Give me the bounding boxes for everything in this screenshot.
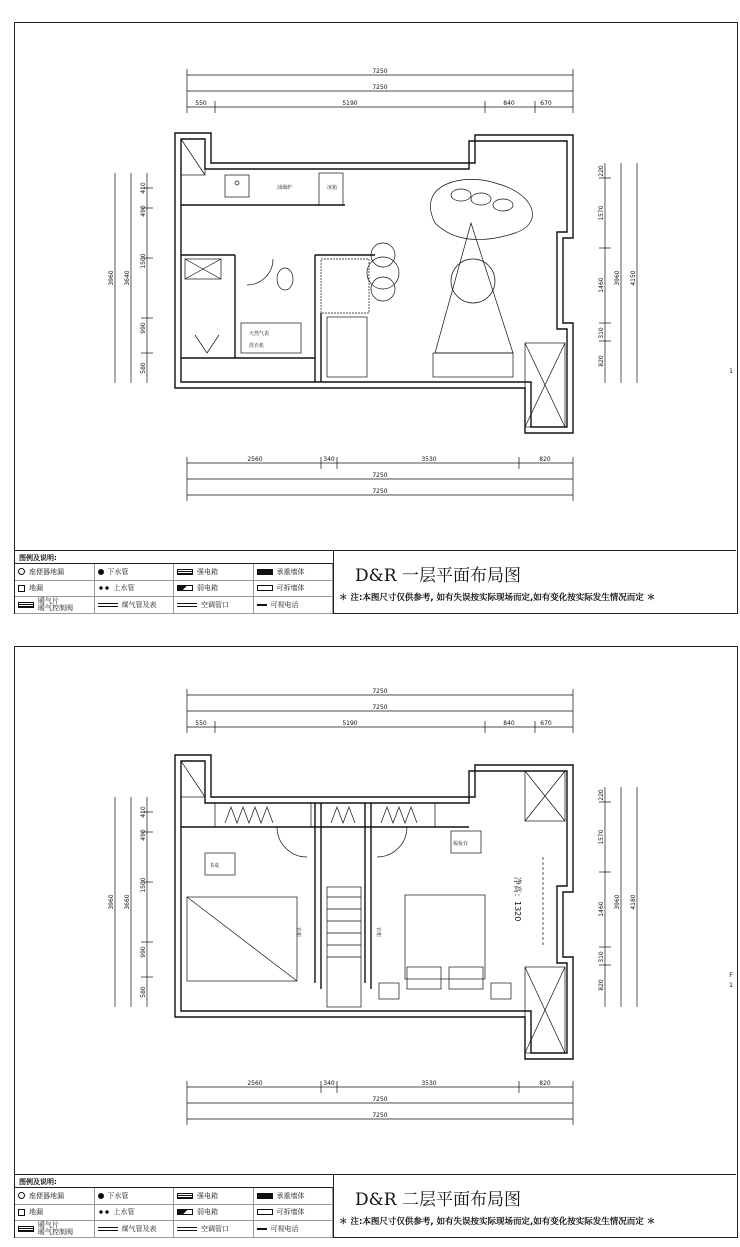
floor-plan-sheet-2 <box>14 646 738 1238</box>
legend-item <box>254 1221 334 1238</box>
legend-label: 地漏 <box>29 584 43 593</box>
floor-drain-icon <box>18 585 25 592</box>
right-dim-seg-2: 1570 <box>598 205 605 221</box>
strong-box-icon <box>177 1193 193 1199</box>
right-dim-seg-1: 220 <box>598 165 605 177</box>
title-block-2 <box>333 1174 736 1237</box>
legend-label: 承重墙体 <box>276 1191 305 1200</box>
bottom-dim-seg-1: 2560 <box>247 456 263 463</box>
kitchen-fixtures <box>181 139 369 377</box>
right-dim-inner: 3960 <box>614 894 621 910</box>
living-area <box>367 179 565 427</box>
top-dim-total-a: 7250 <box>372 68 388 75</box>
weak-box-icon <box>177 1209 193 1215</box>
radiator-icon <box>18 602 34 608</box>
up-pipe-icon <box>98 1209 110 1215</box>
bearing-wall-icon <box>257 569 273 575</box>
top-dimension-lines <box>187 69 573 113</box>
left-dim-seg-4: 990 <box>140 946 147 958</box>
legend-item <box>95 1205 175 1222</box>
left-dim-seg-1: 410 <box>140 182 147 194</box>
right-dim-outer: 4180 <box>630 894 637 910</box>
legend-grid <box>15 1187 333 1238</box>
legend-label: 暖气片 暖气控制阀 <box>38 1221 73 1237</box>
right-dim-seg-5: 820 <box>598 355 605 367</box>
legend-item <box>95 1221 175 1238</box>
legend-label: 可拆墙体 <box>276 1208 305 1217</box>
legend-label: 下水管 <box>107 1191 129 1200</box>
legend-item <box>254 581 334 598</box>
legend-label: 弱电箱 <box>197 1208 218 1217</box>
left-dim-seg-2: 490 <box>140 205 147 217</box>
ac-pipe-icon <box>177 1227 197 1231</box>
bottom-dim-total-b: 7250 <box>372 488 388 495</box>
right-dim-outer: 4150 <box>630 270 637 286</box>
left-dim-inner: 3640 <box>124 270 131 286</box>
right-dim-inner: 3960 <box>614 270 621 286</box>
left-dim-seg-3: 1500 <box>140 877 147 893</box>
legend-item <box>174 581 254 598</box>
ac-pipe-icon <box>177 603 197 607</box>
legend-item <box>15 564 95 581</box>
legend-item <box>174 1205 254 1222</box>
legend-item <box>95 597 175 614</box>
legend-item <box>15 1205 95 1222</box>
left-dim-outer: 3960 <box>108 270 115 286</box>
legend-item <box>254 564 334 581</box>
left-dimension-lines <box>115 797 153 1007</box>
legend-item <box>15 1188 95 1205</box>
bedroom-fixtures <box>181 761 565 1053</box>
right-dim-seg-3: 1460 <box>598 901 605 917</box>
left-dim-outer: 3960 <box>108 894 115 910</box>
label-wash: 洗衣机 <box>249 343 265 349</box>
walls-floor-1 <box>175 133 573 433</box>
label-height-note: 净高：1320 <box>513 877 522 922</box>
bottom-dim-seg-4: 820 <box>539 456 551 463</box>
side-mark-1: 1 <box>729 368 733 375</box>
label-gas: 天然气表 <box>249 331 270 337</box>
legend-label: 上水管 <box>113 584 135 593</box>
legend-label: 弱电箱 <box>197 584 218 593</box>
bottom-dim-seg-2: 340 <box>323 1080 335 1087</box>
legend-label: 暖气片 暖气控制阀 <box>38 597 73 613</box>
top-dim-seg-4: 670 <box>540 100 552 107</box>
legend-label: 承重墙体 <box>276 567 305 576</box>
right-dim-seg-4: 310 <box>598 327 605 339</box>
tv-phone-icon <box>257 604 267 606</box>
top-dim-seg-1: 550 <box>195 720 207 727</box>
top-dim-total-b: 7250 <box>372 84 388 91</box>
bottom-dim-seg-3: 3530 <box>421 1080 437 1087</box>
legend-panel <box>15 550 334 613</box>
legend-item <box>254 597 334 614</box>
side-mark-2a: F <box>729 972 733 979</box>
legend-label: 空调管口 <box>201 601 229 610</box>
legend-label: 上水管 <box>113 1208 135 1217</box>
legend-item <box>254 1188 334 1205</box>
top-dimension-lines <box>187 689 573 733</box>
label-wardrobe-a: 衣柜 <box>295 927 301 938</box>
left-dim-inner: 3660 <box>124 894 131 910</box>
floor-drain-icon <box>18 1209 25 1216</box>
left-dimension-lines <box>115 173 153 383</box>
legend-item <box>15 597 95 614</box>
legend-label: 可视电话 <box>270 601 299 610</box>
legend-item <box>174 1221 254 1238</box>
legend-title: 图例及说明: <box>19 1178 57 1186</box>
legend-label: 座便器地漏 <box>29 1191 64 1200</box>
bottom-dim-seg-4: 820 <box>539 1080 551 1087</box>
floor-plan-drawing-2 <box>15 647 737 1237</box>
right-dim-seg-2: 1570 <box>598 829 605 845</box>
right-dim-seg-1: 220 <box>598 789 605 801</box>
legend-item <box>95 1188 175 1205</box>
bottom-dim-total-a: 7250 <box>372 1096 388 1103</box>
top-dim-seg-1: 550 <box>195 100 207 107</box>
plan-title-2: D&R 二层平面布局图 <box>355 1190 521 1210</box>
legend-item <box>95 564 175 581</box>
legend-label: 下水管 <box>107 567 129 576</box>
gas-pipe-icon <box>98 603 118 607</box>
top-dim-total-b: 7250 <box>372 704 388 711</box>
bottom-dim-seg-1: 2560 <box>247 1080 263 1087</box>
legend-item <box>174 597 254 614</box>
legend-label: 煤气管及表 <box>121 1225 157 1234</box>
label-fridge: 冰箱 <box>327 185 338 191</box>
right-dim-seg-5: 820 <box>598 979 605 991</box>
left-dim-seg-5: 580 <box>140 362 147 374</box>
removable-wall-icon <box>257 585 273 591</box>
plan-note-1: ＊ 注:本图尺寸仅供参考, 如有失误按实际现场而定,如有变化按实际发生情况而定 ＊ <box>339 593 656 603</box>
title-block-1 <box>333 550 736 613</box>
legend-label: 可视电话 <box>270 1225 299 1234</box>
bottom-dim-seg-2: 340 <box>323 456 335 463</box>
bottom-dim-total-a: 7250 <box>372 472 388 479</box>
toilet-drain-icon <box>18 1192 25 1199</box>
legend-item <box>174 564 254 581</box>
down-pipe-icon <box>98 1193 104 1199</box>
weak-box-icon <box>177 585 193 591</box>
legend-label: 可拆墙体 <box>276 584 305 593</box>
legend-label: 强电箱 <box>197 567 218 576</box>
up-pipe-icon <box>98 585 110 591</box>
bottom-dim-seg-3: 3530 <box>421 456 437 463</box>
floor-plan-sheet-1 <box>14 22 738 614</box>
legend-item <box>15 581 95 598</box>
legend-grid <box>15 563 333 614</box>
side-mark-2b: 1 <box>729 982 733 989</box>
top-dim-total-a: 7250 <box>372 688 388 695</box>
legend-title: 图例及说明: <box>19 554 57 562</box>
legend-label: 强电箱 <box>197 1191 218 1200</box>
removable-wall-icon <box>257 1209 273 1215</box>
top-dim-seg-2: 5190 <box>342 720 358 727</box>
right-dim-seg-3: 1460 <box>598 277 605 293</box>
label-hood: 油烟炉 <box>277 185 293 191</box>
gas-pipe-icon <box>98 1227 118 1231</box>
radiator-icon <box>18 1226 34 1232</box>
left-dim-seg-2: 490 <box>140 829 147 841</box>
legend-panel <box>15 1174 334 1237</box>
left-dim-seg-4: 990 <box>140 322 147 334</box>
tv-phone-icon <box>257 1228 267 1230</box>
label-dresser: 梳妆台 <box>453 841 469 847</box>
legend-label: 煤气管及表 <box>121 601 157 610</box>
left-dim-seg-5: 580 <box>140 986 147 998</box>
right-dim-seg-4: 310 <box>598 951 605 963</box>
top-dim-seg-3: 840 <box>503 720 515 727</box>
left-dim-seg-3: 1500 <box>140 253 147 269</box>
legend-label: 空调管口 <box>201 1225 229 1234</box>
label-wardrobe-b: 衣柜 <box>375 927 381 938</box>
legend-item <box>15 1221 95 1238</box>
down-pipe-icon <box>98 569 104 575</box>
legend-item <box>95 581 175 598</box>
strong-box-icon <box>177 569 193 575</box>
bottom-dim-total-b: 7250 <box>372 1112 388 1119</box>
legend-label: 座便器地漏 <box>29 567 64 576</box>
label-desk: 书桌 <box>209 863 220 869</box>
bearing-wall-icon <box>257 1193 273 1199</box>
top-dim-seg-3: 840 <box>503 100 515 107</box>
floor-plan-drawing-1 <box>15 23 737 613</box>
plan-note-2: ＊ 注:本图尺寸仅供参考, 如有失误按实际现场而定,如有变化按实际发生情况而定 ＊ <box>339 1217 656 1227</box>
plan-title-1: D&R 一层平面布局图 <box>355 566 521 586</box>
legend-item <box>254 1205 334 1222</box>
top-dim-seg-4: 670 <box>540 720 552 727</box>
top-dim-seg-2: 5190 <box>342 100 358 107</box>
legend-item <box>174 1188 254 1205</box>
legend-label: 地漏 <box>29 1208 43 1217</box>
left-dim-seg-1: 410 <box>140 806 147 818</box>
toilet-drain-icon <box>18 568 25 575</box>
